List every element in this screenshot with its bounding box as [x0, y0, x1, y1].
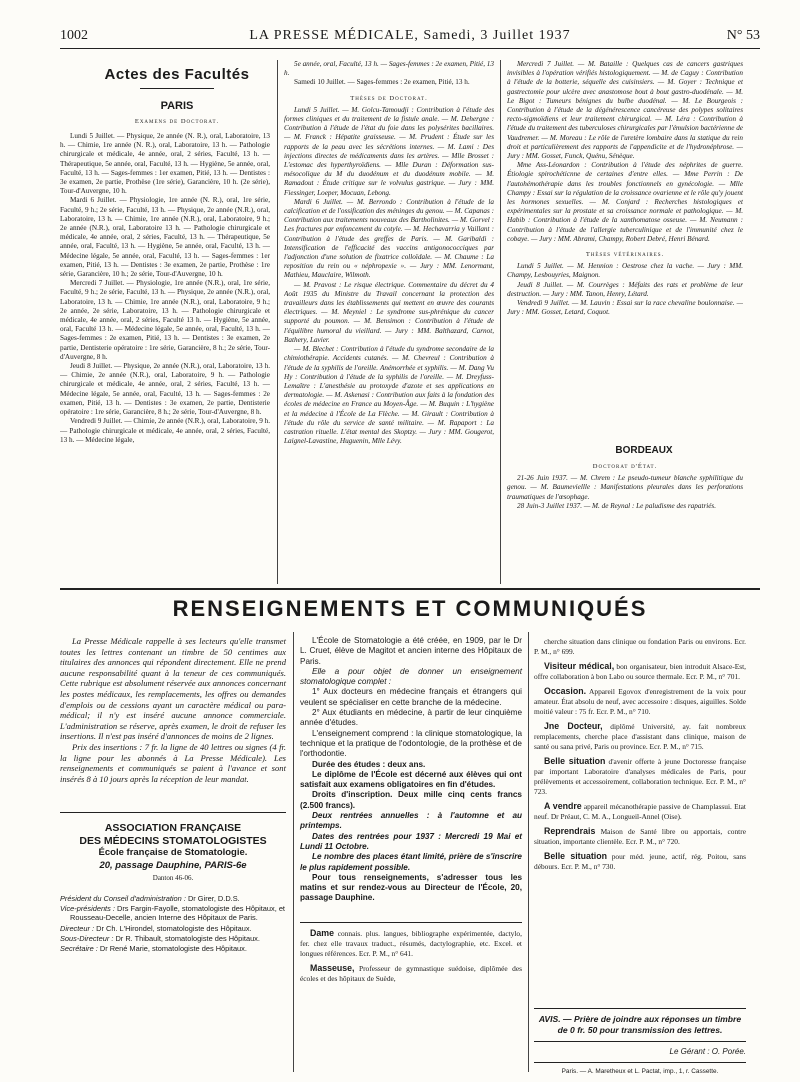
- actes-column-1: [60, 132, 270, 584]
- ecole-paragraph: L'enseignement comprend : la clinique stomatologique, la technique et la pratique de l'odontologie, de la prothèse et de l'orthodontie.: [300, 728, 522, 759]
- notice-paragraph: Prix des insertions : 7 fr. la ligne de 40 lettres ou signes (4 fr. la ligne pour les abonnés à La Presse Médicale). Les renseignements et communiqués se paient à l'avance et sont insérés 8 à 10 jours après la réception de leur mandat.: [60, 741, 286, 784]
- ad-item: Reprendrais Maison de Santé libre ou apportais, contre situation, importante clientèle. Ecr. P. M., n° 720.: [534, 826, 746, 846]
- ads-middle: [300, 928, 522, 988]
- officers-list: [60, 894, 286, 954]
- these-lundi: Lundi 5 Juillet. — M. Golcu-Tamoudji : Contribution à l'étude des formes cliniques et du traitement de la fistule anale. — M. Dehergne : Contribution à l'étude de l'état du foie dans les polysérites bacillaires. — M. Franck : Hépatite graisseuse. — M. Prudent : Étude sur les rapports de la peau avec les sécrétions internes. — M. Lami : Des injections directes de médicaments dans les artères. — Mlle Brosset : L'estomac des hyperthyroïdiens. — Mlle Duran : Déformation sus-mésocolique du M du duodénum et du duodénum mobile. — M. Ramadout : Étude critique sur le volvulus gastrique. — Jury : MM. Fiessinger, Loeper, Mocuan, Lebong.: [284, 105, 494, 197]
- vet-lundi: Lundi 5 Juillet. — M. Hennion : Oestrose chez la vache. — Jury : MM. Champy, Lesbouyries, Maignon.: [507, 262, 743, 280]
- officer-item: Président du Conseil d'administration : Dr Girer, D.D.S.: [60, 894, 240, 903]
- theses-title: Thèses de Doctorat.: [350, 94, 428, 102]
- section-title-renseignements: RENSEIGNEMENTS ET COMMUNIQUÉS: [172, 596, 648, 621]
- ad-item: Masseuse, Professeur de gymnastique suédoise, diplômée des écoles et des hôpitaux de Suède,: [300, 963, 522, 983]
- vet-jeudi: Jeudi 8 Juillet. — M. Courrèges : Méfaits des rats et problème de leur destruction. — Jury : MM. Tanon, Henry, Létard.: [507, 280, 743, 298]
- these-mercredi-2: Mme Ass-Léonardon : Contribution à l'étude des néphrites de guerre. Étiologie spirochéticnne de certaines d'entre elles. — Mme Perrin : De l'autohémothérapie dans les troubles fonctionnels en gynécologie. — Mlle Champy : Essai sur la régulation de la croissance ovarienne et le rôle qu'y jouent les hormones sexuelles. — M. Conjard : Recherches histologiques et expérimentales sur la prostate et sa croissance normale et pathologique. — M. Habib : Contribution à l'étude de la xanthomatose osseuse. — M. Neumann : Contribution à l'étude de l'allergie tuberculinique et de l'immunité chez le cobaye. — Jury : MM. Abrami, Champy, Robert Debré, Henri Bénard.: [507, 161, 743, 243]
- printer-rule: [534, 1062, 746, 1063]
- exam-day-jeudi: Jeudi 8 Juillet. — Physique, 2e année (N.R.), oral, Laboratoire, 13 h. — Chimie, 2e année (N.R.), oral, Laboratoire, 9 h. — Pathologie chirurgicale et médicale, 4e année, oral, 2 séries, Faculté, 13 h. — Médecine légale, 5e année, oral, Faculté, 13 h. — Sages-femmes : 2e examen, Pitié, 13 h. — Dentistes : 3e examen, 2e partie, Dentisterie opératoire : 1re série, Garancière, 8 h.; 2e série, Tour-d'Auvergne, 8 h.: [60, 362, 270, 417]
- avis-rule: [534, 1008, 746, 1009]
- ad-item: Occasion. Appareil Egovox d'enregistrement de la voix pour amateur. État absolu de neuf, avec accessoire : disques, aiguilles. Solde moitié valeur : 75 fr. Ecr. P. M., n° 710.: [534, 686, 746, 716]
- subsection-examens: Examens de Doctorat.: [134, 118, 220, 125]
- notice-block: [60, 636, 286, 784]
- page-header: [60, 28, 760, 49]
- ecole-paragraph: Pour tous renseignements, s'adresser tous les matins et sur rendez-vous au Directeur de l'École, 20, passage Dauphine.: [300, 872, 522, 903]
- exam-day-vendredi: Vendredi 9 Juillet. — Chimie, 2e année (N.R.), oral, Laboratoire, 9 h. — Pathologie chirurgicale et médicale, 4e année, oral, 2 séries, Faculté, 13 h. — Médecine légale,: [60, 417, 270, 444]
- actes-column-3: [507, 60, 743, 440]
- subsection-paris: PARIS: [160, 100, 194, 112]
- bordeaux-sub: Doctorat d'État.: [592, 463, 658, 470]
- printer-line: Paris. — A. Maretheux et L. Pactat, imp., 1, r. Cassette.: [561, 1068, 719, 1075]
- assoc-title-line-2: DES MÉDECINS STOMATOLOGISTES: [79, 834, 267, 847]
- ecole-paragraph: Le diplôme de l'École est décerné aux élèves qui ont satisfait aux examens obligatoires en fin d'études.: [300, 769, 522, 790]
- ecole-paragraph: Deux rentrées annuelles : à l'automne et au printemps.: [300, 811, 522, 831]
- avis-notice: AVIS. — Prière de joindre aux réponses un timbre de 0 fr. 50 pour transmission des lettres.: [538, 1014, 742, 1035]
- avis-rule: [534, 1041, 746, 1042]
- notice-paragraph: La Presse Médicale rappelle à ses lecteurs qu'elle transmet toutes les lettres contenant un timbre de 50 centimes aux titulaires des annonces qui répondent directement. Elle ne prend aucune responsabilité quant à la teneur de ces communiqués. Cette rubrique est absolument réservée aux annonces concernant les postes médicaux, les remplacements, les offres ou demandes d'emplois ou de cessions ayant un caractère médical ou para-médical; il n'y est inséré aucune annonce commerciale. L'administration se réserve, après examen, le droit de refuser les insertions. Il n'est pas inséré d'annonces de moins de 2 lignes.: [60, 636, 286, 742]
- exam-continuation: 5e année, oral, Faculté, 13 h. — Sages-femmes : 2e examen, Pitié, 13 h.: [284, 60, 494, 78]
- ecole-paragraph: 1° Aux docteurs en médecine français et étrangers qui veulent se spécialiser en cette branche de la médecine.: [300, 687, 522, 707]
- ecole-paragraph: 2° Aux étudiants en médecine, à partir de leur cinquième année d'études.: [300, 708, 522, 728]
- actes-column-2: [284, 60, 494, 584]
- ecole-rule: [300, 922, 522, 923]
- assoc-title-line-1: ASSOCIATION FRANÇAISE: [104, 822, 242, 834]
- ecole-block: [300, 636, 522, 904]
- notice-rule: [60, 812, 286, 813]
- section-rule: [60, 588, 760, 590]
- exam-day-lundi: Lundi 5 Juillet. — Physique, 2e année (N. R.), oral, Laboratoire, 13 h. — Chimie, 1re année (N. R.), oral, Laboratoire, 13 h. — Pathologie chirurgicale et médicale, 4e année, oral, 2 séries, Faculté, 13 h. — Thérapeutique, 5e année, oral, Faculté, 13 h. — Hygiène, 5e année, oral, Faculté, 13 h. — Sages-femmes : 1er examen, Pitié, 13 h. — Dentistes : 3e examen, 2e partie, Prothèse (1re série), Garancière, 10 h. (2e série), Tour-d'Auvergne, 10 h.: [60, 132, 270, 196]
- bordeaux-column: [507, 462, 743, 584]
- exam-day-samedi: Samedi 10 Juillet. — Sages-femmes : 2e examen, Pitié, 13 h.: [294, 78, 470, 87]
- ecole-paragraph: L'École de Stomatologie a été créée, en 1909, par le Dr L. Cruet, élève de Magitot et ancien interne des Hôpitaux de Paris.: [300, 636, 522, 666]
- ad-item: Jne Docteur, diplômé Université, ay. fait nombreux remplacements, cherche place d'assistant dans clinique, maison de santé ou sana privé, Paris ou province. Ecr. P. M., n° 715.: [534, 721, 746, 751]
- page-number: 1002: [60, 28, 88, 43]
- ecole-paragraph: Droits d'inscription. Deux mille cinq cents francs (2.500 francs).: [300, 790, 522, 810]
- officer-item: Sous-Directeur : Dr R. Thibault, stomatologiste des Hôpitaux.: [60, 933, 260, 943]
- ecole-paragraph: Durée des études : deux ans.: [312, 759, 426, 769]
- bordeaux-these-1: 21-26 Juin 1937. — M. Chrem : Le pseudo-tumeur blanche syphilitique du genou. — M. Baumeviellle : Manifestations pleurales dans les perforations traumatiques de l'œsophage.: [507, 474, 743, 501]
- journal-title: LA PRESSE MÉDICALE, Samedi, 3 Juillet 1937: [249, 28, 571, 43]
- gerant-line: Le Gérant : O. Porée.: [669, 1047, 746, 1056]
- officer-item: Secrétaire : Dr René Marie, stomatologiste des Hôpitaux.: [60, 944, 247, 954]
- ad-item: Belle situation pour méd. jeune, actif, rég. Poitou, sans débours. Ecr. P. M., n° 730.: [534, 851, 746, 871]
- bordeaux-these-2: 28 Juin-3 Juillet 1937. — M. de Reynal : Le paludisme des rapatriés.: [517, 501, 717, 510]
- vet-vendredi: Vendredi 9 Juillet. — M. Lauvin : Essai sur la race chevaline boulonnaise. — Jury : MM. Gosset, Letard, Coquot.: [507, 299, 743, 317]
- officer-item: Vice-présidents : Drs Fargin-Fayolle, stomatologiste des Hôpitaux, et Rousseau-Decelle, ancien Interne des Hôpitaux de Paris.: [60, 904, 285, 923]
- vet-title: Thèses vétérinaires.: [585, 251, 665, 259]
- officer-item: Directeur : Dr Ch. L'Hirondel, stomatologiste des Hôpitaux.: [60, 923, 252, 933]
- assoc-phone: Danton 46-06.: [152, 874, 194, 882]
- ecole-paragraph: Le nombre des places étant limité, prière de s'inscrire le plus rapidement possible.: [300, 852, 522, 872]
- these-mercredi: Mercredi 7 Juillet. — M. Bataille : Quelques cas de cancers gastriques invisibles à l'opération vérifiés histologiquement. — M. de Caguy : Contribution à l'étude de la botterie, séquelle des cuisinsiers. — M. Goyer : Technique et gastrectomie pour ulcère avec anastomose bout à bout gastro-duodénale. — M. Le Bigot : Tumeurs bénignes du bulbe duodénal. — M. Le Bourgeois : Contribution à l'étude de la dégénérescence cancéreuse des polypes solitaires recto-sigmoïdiens et leur traitement chirurgical. — M. Léra : Contribution à l'étude du traitement des tuberculoses chirurgicales par l'émulsion bactérienne de Vaudremer. — M. Moreau : Le rôle de l'uretère lombaire dans la statique du rein droit et particulièrement des rapports de l'appendicite et de l'hydronéphrose. — Jury : MM. Gosset, Funck, Quénu, Sénèque.: [507, 60, 743, 161]
- ad-item: Belle situation d'avenir offerte à jeune Doctoresse française par important Laboratoire d'analyses médicales de Paris, pour prélèvements et accessoirement, collaboration technique. Ecr. P. M., n° 723.: [534, 756, 746, 796]
- section-title-actes: Actes des Facultés: [104, 66, 250, 83]
- exam-day-mardi: Mardi 6 Juillet. — Physiologie, 1re année (N. R.), oral, 1re série, Faculté, 9 h.; 2e série, Faculté, 13 h. — Physique, 2e année (N.R.), oral, Laboratoire, 13 h. — Chimie, 1re année (N.R.), oral, Laboratoire, 9 h.; 2e année (N.R.), oral, Laboratoire 13 h. — Pathologie chirurgicale et médicale, 4e année, oral, 2 séries, Faculté, 13 h. — Thérapeutique, 5e année, oral, Faculté, 13 h. — Hygiène, 5e année, oral, Faculté, 13 h. — Médecine légale, 5e année, oral, Faculté, 13 h. — Sages-femmes : 1er examen, Pitié, 13 h. — Dentistes : 3e examen, 2e partie, Prothèse : 1re série, Garancière, 10 h.; 2e série, Tour-d'Auvergne, 10 h.: [60, 196, 270, 279]
- column-divider: [277, 60, 278, 584]
- ad-item: Visiteur médical, bon organisateur, bien introduit Alsace-Est, offre collaboration à bon Labo ou source thermale. Ecr. P. M., n° 701.: [534, 661, 746, 681]
- issue-number: N° 53: [726, 28, 760, 43]
- these-mardi: Mardi 6 Juillet. — M. Berrondo : Contribution à l'étude de la calcification et de l'ossification des méninges du genou. — M. Capanas : Contribution aux traitements nouveaux des Bartholinites. — M. Gorvel : Les fractures par enfoncement du cotyle. — M. Hechavarria y Vaillant : Contribution à l'étude des greffes de Paris. — M. Garibaldi : Intensification de l'efficacité des vaccins antigonococciques par l'adjonction d'une solution de fixatrice colloïdale. — M. Chaume : La reposition du rein ou « néphropexie ». — Jury : MM. Lenormant, Mathieu, Mauclaire, Wilmoth.: [284, 197, 494, 280]
- ad-item: cherche situation dans clinique ou fondation Paris ou environs. Ecr. P. M., n° 699.: [534, 637, 746, 656]
- ad-item: A vendre appareil mécanothérapie passive de Champlassui. Etat neuf. Dr Préaut, C. M. A., Longueil-Annel (Oise).: [534, 801, 746, 821]
- column-divider: [293, 632, 294, 1072]
- these-mardi-2: — M. Pravost : Le risque électrique. Commentaire du décret du 4 Août 1935 du Ministre du Travail concernant la protection des travailleurs dans les établissements qui mettent en œuvre des courants électriques. — M. Meyniel : Le syndrome sus-phrénique du cancer supporté du poumon. — M. Bensimon : Contribution à l'étude de l'équilibre humoral du vieillard. — Jury : MM. Balthazard, Carnot, Bathery, Lavier.: [284, 280, 494, 344]
- these-mardi-3: — M. Blechet : Contribution à l'étude du syndrome secondaire de la chimiothérapie. Accidents cutanés. — M. Chevreul : Contribution à l'étude de la syphilis de l'oreille. Anémorrhée et syphilis. — M. Dang Vu Hy : Contribution à l'étude de la syphilis de l'oreille. — M. Dreyfuss-Lemaître : L'anesthésie au protoxyde d'azote et ses applications en dermatologie. — M. Askenasi : Contribution aux faits à la fondation des écoles de médecine en France au Moyen-Âge. — M. Buquin : L'hygiène et la médecine à l'École de La Flèche. — M. Girault : Contribution à l'étude du rôle du service de santé militaire. — M. Rapaport : La castration rituelle. L'état mental des Skoptzy. — Jury : MM. Gougerot, Laignel-Lavastine, Huguenin, Mlle Lévy.: [284, 345, 494, 446]
- ecole-paragraph: Dates des rentrées pour 1937 : Mercredi 19 Mai et Lundi 11 Octobre.: [300, 831, 522, 851]
- ads-right: [534, 636, 746, 876]
- title-underline: [140, 88, 214, 89]
- ecole-paragraph: Elle a pour objet de donner un enseignement stomatologique complet :: [300, 666, 522, 687]
- subsection-bordeaux: BORDEAUX: [615, 445, 673, 456]
- assoc-school: École française de Stomatologie.: [98, 847, 248, 858]
- column-divider: [528, 632, 529, 1072]
- assoc-address: 20, passage Dauphine, PARIS-6e: [99, 860, 247, 871]
- exam-day-mercredi: Mercredi 7 Juillet. — Physiologie, 1re année (N.R.), oral, 1re série, Faculté, 9 h.; 2e série, Faculté, 13 h. — Physique, 2e année (N.R.), oral, Laboratoire, 13 h. — Chimie, 1re année (N.R.), oral, Laboratoire, 9 h.; 2e année, 2e série, Laboratoire, 13 h. — Pathologie chirurgicale et médicale, 4e année, oral, 2 séries, Faculté 13 h. — Hygiène, 5e année, oral, Faculté 13 h. — Médecine légale, 5e année, oral, Faculté, 13 h. — Sages-femmes : 2e examen, Pitié, 13 h. — Dentistes : 3e examen, 2e partie, Dentisterie opératoire : 1re série, Garancière, 8 h.; 2e série, Tour-d'Auvergne, 8 h.: [60, 279, 270, 361]
- assoc-title: [60, 822, 286, 847]
- ad-item: Dame connais. plus. langues, bibliographe expérimentée, dactylo, fer. chez elle travaux traduct., résumés, dactylographie, etc. Excel. et longues références. Ecr. P. M., n° 641.: [300, 928, 522, 958]
- column-divider: [500, 60, 501, 584]
